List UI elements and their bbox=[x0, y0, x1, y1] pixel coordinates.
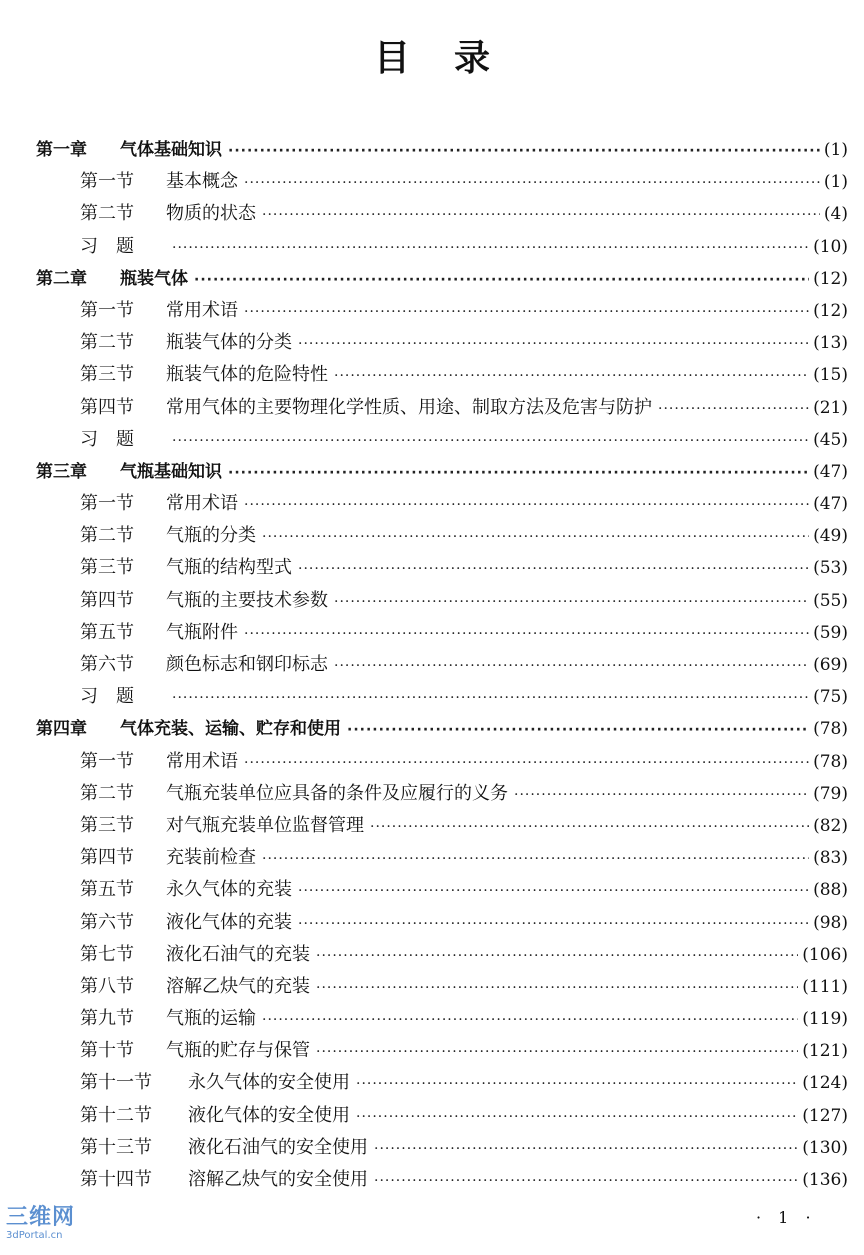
toc-entry-title: 瓶装气体 bbox=[120, 268, 188, 289]
toc-entry-page: (127) bbox=[802, 1105, 848, 1126]
toc-entry-title: 液化气体的充装 bbox=[166, 911, 292, 933]
toc-entry-label: 第四节 bbox=[80, 847, 134, 869]
toc-section-row[interactable] bbox=[36, 778, 848, 810]
dot-leader bbox=[334, 586, 809, 618]
dot-leader bbox=[244, 296, 809, 328]
toc-entry-page: (69) bbox=[813, 655, 848, 675]
dot-leader bbox=[194, 264, 809, 296]
toc-entry-label: 第十一节 bbox=[80, 1072, 152, 1094]
toc-entry-page: (106) bbox=[802, 944, 848, 965]
toc-entry-page: (124) bbox=[802, 1073, 848, 1094]
toc-section-row[interactable] bbox=[36, 874, 848, 906]
toc-entry-page: (59) bbox=[813, 622, 848, 643]
toc-entry-title: 气瓶的贮存与保管 bbox=[166, 1040, 310, 1062]
toc-entry-title: 基本概念 bbox=[166, 171, 238, 193]
toc-entry-page: (21) bbox=[813, 397, 848, 418]
toc-section-row[interactable] bbox=[36, 681, 848, 713]
toc-entry-page: (47) bbox=[813, 494, 848, 515]
toc-entry-page: (78) bbox=[813, 719, 848, 740]
toc-entry-label: 第二节 bbox=[80, 203, 134, 225]
toc-entry-page: (53) bbox=[813, 558, 848, 579]
toc-chapter-row[interactable] bbox=[36, 134, 848, 166]
toc-entry-label: 习 题 bbox=[80, 428, 134, 450]
dot-leader bbox=[228, 457, 809, 489]
toc-section-row[interactable] bbox=[36, 810, 848, 842]
toc-entry-label: 第一节 bbox=[80, 750, 134, 772]
page-number: · 1 · bbox=[756, 1208, 817, 1227]
toc-section-row[interactable] bbox=[36, 327, 848, 359]
toc-entry-label: 习 题 bbox=[80, 686, 134, 708]
toc-entry-title: 瓶装气体的分类 bbox=[166, 332, 292, 354]
toc-section-row[interactable] bbox=[36, 166, 848, 198]
toc-entry-title: 永久气体的充装 bbox=[166, 879, 292, 901]
toc-section-row[interactable] bbox=[36, 971, 848, 1003]
dot-leader bbox=[298, 908, 809, 940]
toc-entry-label: 第三章 bbox=[36, 461, 87, 482]
toc-entry-title: 气瓶的运输 bbox=[166, 1008, 256, 1030]
toc-entry-title: 瓶装气体的危险特性 bbox=[166, 364, 328, 386]
toc-section-row[interactable] bbox=[36, 392, 848, 424]
toc-entry-page: (98) bbox=[813, 912, 848, 933]
dot-leader bbox=[658, 393, 809, 425]
toc-entry-page: (55) bbox=[813, 590, 848, 611]
toc-entry-label: 第五节 bbox=[80, 621, 134, 643]
toc-entry-title: 气体基础知识 bbox=[120, 140, 222, 160]
toc-entry-page: (75) bbox=[813, 687, 848, 708]
toc-entry-label: 第二节 bbox=[80, 332, 134, 354]
toc-entry-page: (130) bbox=[802, 1137, 848, 1158]
dot-leader bbox=[374, 1165, 798, 1197]
toc-entry-label: 第四章 bbox=[36, 719, 87, 740]
dot-leader bbox=[262, 521, 809, 553]
toc-section-row[interactable] bbox=[36, 552, 848, 584]
toc-entry-page: (1) bbox=[823, 140, 848, 160]
toc-entry-label: 第三节 bbox=[80, 364, 134, 386]
toc-section-row[interactable] bbox=[36, 585, 848, 617]
toc-entry-label: 第四节 bbox=[80, 589, 134, 611]
dot-leader bbox=[334, 650, 809, 682]
toc-entry-page: (78) bbox=[813, 751, 848, 772]
dot-leader bbox=[298, 875, 809, 907]
toc-entry-title: 永久气体的安全使用 bbox=[188, 1072, 350, 1094]
toc-entry-label: 第十二节 bbox=[80, 1104, 152, 1126]
toc-entry-label: 第三节 bbox=[80, 557, 134, 579]
dot-leader bbox=[356, 1068, 798, 1100]
toc-entry-title: 常用术语 bbox=[166, 493, 238, 515]
toc-entry-title: 常用术语 bbox=[166, 299, 238, 321]
toc-section-row[interactable] bbox=[36, 359, 848, 391]
toc-entry-title: 溶解乙炔气的充装 bbox=[166, 975, 310, 997]
dot-leader bbox=[316, 940, 798, 972]
toc-entry-title: 气体充装、运输、贮存和使用 bbox=[120, 719, 341, 740]
toc-entry-page: (49) bbox=[813, 526, 848, 547]
toc-entry-title: 常用气体的主要物理化学性质、用途、制取方法及危害与防护 bbox=[166, 396, 652, 418]
toc-entry-title: 气瓶的分类 bbox=[166, 525, 256, 547]
dot-leader bbox=[356, 1101, 798, 1133]
toc-chapter-row[interactable] bbox=[36, 263, 848, 295]
toc-entry-title: 气瓶的主要技术参数 bbox=[166, 589, 328, 611]
toc-entry-page: (1) bbox=[823, 172, 848, 193]
toc-entry-label: 第九节 bbox=[80, 1008, 134, 1030]
dot-leader bbox=[244, 489, 809, 521]
toc-section-row[interactable] bbox=[36, 1035, 848, 1067]
toc-entry-label: 第一节 bbox=[80, 299, 134, 321]
dot-leader bbox=[514, 779, 809, 811]
toc-entry-page: (119) bbox=[802, 1009, 848, 1030]
toc-entry-title: 常用术语 bbox=[166, 750, 238, 772]
toc-entry-label: 第一节 bbox=[80, 171, 134, 193]
toc-entry-title: 物质的状态 bbox=[166, 203, 256, 225]
toc-entry-label: 第六节 bbox=[80, 911, 134, 933]
toc-section-row[interactable] bbox=[36, 1132, 848, 1164]
toc-entry-title: 气瓶充装单位应具备的条件及应履行的义务 bbox=[166, 782, 508, 804]
toc-entry-title: 液化石油气的充装 bbox=[166, 943, 310, 965]
toc-entry-label: 第三节 bbox=[80, 814, 134, 836]
toc-entry-label: 第十三节 bbox=[80, 1136, 152, 1158]
toc-entry-page: (88) bbox=[813, 880, 848, 901]
toc-entry-label: 第二章 bbox=[36, 268, 87, 289]
toc-section-row[interactable] bbox=[36, 617, 848, 649]
dot-leader bbox=[262, 199, 820, 231]
toc-entry-page: (47) bbox=[813, 461, 848, 482]
dot-leader bbox=[316, 1036, 798, 1068]
dot-leader bbox=[298, 328, 809, 360]
dot-leader bbox=[172, 232, 809, 264]
toc-entry-page: (83) bbox=[813, 848, 848, 869]
toc-entry-title: 气瓶的结构型式 bbox=[166, 557, 292, 579]
watermark-site: 3dPortal.cn bbox=[6, 1230, 63, 1241]
toc-entry-label: 第一章 bbox=[36, 140, 87, 160]
toc-entry-title: 溶解乙炔气的安全使用 bbox=[188, 1169, 368, 1190]
toc-entry-label: 第十节 bbox=[80, 1040, 134, 1062]
toc-entry-label: 第六节 bbox=[80, 654, 134, 675]
toc-entry-title: 液化气体的安全使用 bbox=[188, 1104, 350, 1126]
toc-entry-label: 第七节 bbox=[80, 943, 134, 965]
toc-entry-label: 第二节 bbox=[80, 782, 134, 804]
toc-section-row[interactable] bbox=[36, 1067, 848, 1099]
toc-section-row[interactable] bbox=[36, 1100, 848, 1132]
toc-entry-page: (45) bbox=[813, 429, 848, 450]
toc-entry-label: 习 题 bbox=[80, 235, 134, 257]
toc-section-row[interactable] bbox=[36, 842, 848, 874]
dot-leader bbox=[228, 135, 820, 167]
toc-section-row[interactable] bbox=[36, 295, 848, 327]
dot-leader bbox=[298, 553, 809, 585]
toc-entry-page: (121) bbox=[802, 1041, 848, 1062]
toc-entry-title: 液化石油气的安全使用 bbox=[188, 1136, 368, 1158]
dot-leader bbox=[262, 1004, 798, 1036]
toc-chapter-row[interactable] bbox=[36, 456, 848, 488]
toc-section-row[interactable] bbox=[36, 424, 848, 456]
page-title: 目录 bbox=[373, 38, 534, 79]
toc-section-row[interactable] bbox=[36, 488, 848, 520]
dot-leader bbox=[370, 811, 809, 843]
toc-entry-label: 第四节 bbox=[80, 396, 134, 418]
toc-section-row[interactable] bbox=[36, 1164, 848, 1196]
toc-section-row[interactable] bbox=[36, 1003, 848, 1035]
toc-entry-page: (111) bbox=[802, 976, 848, 997]
toc-entry-page: (15) bbox=[813, 365, 848, 386]
dot-leader bbox=[244, 618, 809, 650]
toc-entry-page: (79) bbox=[813, 783, 848, 804]
toc-section-row[interactable] bbox=[36, 649, 848, 681]
toc-entry-page: (136) bbox=[802, 1170, 848, 1190]
toc-section-row[interactable] bbox=[36, 907, 848, 939]
toc-section-row[interactable] bbox=[36, 198, 848, 230]
toc-chapter-row[interactable] bbox=[36, 713, 848, 745]
toc-entry-page: (10) bbox=[813, 236, 848, 257]
table-of-contents bbox=[36, 134, 848, 1196]
dot-leader bbox=[172, 682, 809, 714]
toc-section-row[interactable] bbox=[36, 746, 848, 778]
dot-leader bbox=[374, 1133, 798, 1165]
toc-entry-label: 第一节 bbox=[80, 493, 134, 515]
toc-entry-label: 第十四节 bbox=[80, 1169, 152, 1190]
dot-leader bbox=[347, 714, 809, 746]
watermark bbox=[6, 1206, 75, 1242]
toc-section-row[interactable] bbox=[36, 939, 848, 971]
toc-entry-title: 气瓶基础知识 bbox=[120, 461, 222, 482]
dot-leader bbox=[172, 425, 809, 457]
toc-entry-title: 颜色标志和钢印标志 bbox=[166, 654, 328, 675]
toc-section-row[interactable] bbox=[36, 231, 848, 263]
toc-entry-label: 第八节 bbox=[80, 975, 134, 997]
toc-entry-label: 第五节 bbox=[80, 879, 134, 901]
dot-leader bbox=[244, 167, 820, 199]
toc-section-row[interactable] bbox=[36, 520, 848, 552]
dot-leader bbox=[244, 747, 809, 779]
toc-entry-title: 充装前检查 bbox=[166, 847, 256, 869]
dot-leader bbox=[334, 360, 809, 392]
watermark-logo: 三维网 bbox=[6, 1205, 76, 1230]
toc-entry-label: 第二节 bbox=[80, 525, 134, 547]
toc-entry-page: (13) bbox=[813, 333, 848, 354]
toc-entry-title: 对气瓶充装单位监督管理 bbox=[166, 814, 364, 836]
toc-entry-page: (12) bbox=[813, 300, 848, 321]
toc-entry-page: (4) bbox=[823, 204, 848, 225]
toc-entry-page: (82) bbox=[813, 815, 848, 836]
dot-leader bbox=[316, 972, 798, 1004]
toc-entry-title: 气瓶附件 bbox=[166, 621, 238, 643]
toc-entry-page: (12) bbox=[813, 268, 848, 289]
dot-leader bbox=[262, 843, 809, 875]
